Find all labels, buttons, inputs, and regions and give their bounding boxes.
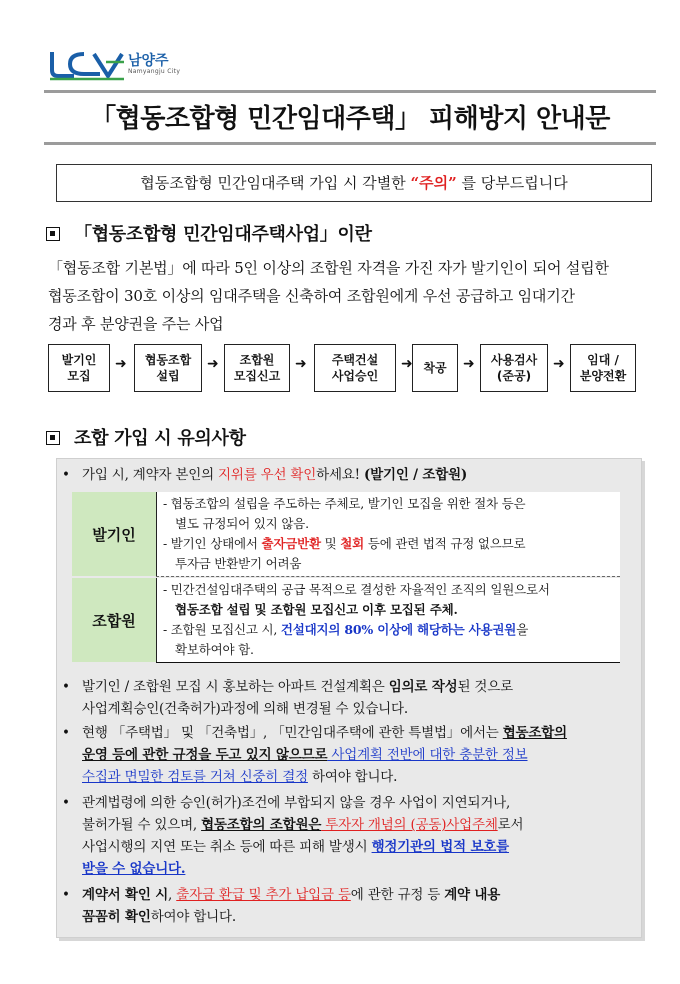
flow-arrow-icon: ➜: [463, 356, 475, 372]
founder-desc-l2: 별도 규정되어 있지 않음.: [175, 516, 309, 531]
flow-arrow-icon: ➜: [207, 356, 219, 372]
founder-desc-l4: 투자금 반환받기 어려움: [175, 556, 302, 571]
b1-mid: 하세요!: [316, 467, 364, 483]
flow-step-1-line1: 발기인: [61, 353, 97, 367]
founder-desc-l3-red1: 출자금반환: [261, 536, 321, 551]
b5-l2-bold: 꼼꼼히 확인: [82, 909, 151, 925]
b2-line2: 사업계획승인(건축허가)과정에 의해 변경될 수 있습니다.: [82, 701, 408, 717]
flow-step-4-line2: 사업승인: [331, 369, 379, 383]
flow-step-construction: [412, 344, 458, 392]
b5-l2-post: 하여야 합니다.: [150, 909, 236, 925]
page-title: 「협동조합형 민간임대주택」 피해방지 안내문: [90, 104, 610, 134]
b3-blue2: 수집과 면밀한 검토를 거쳐 신중히 결정: [82, 769, 308, 785]
b4-l3-pre: 사업시행의 지연 또는 취소 등에 따른 피해 발생시: [82, 839, 372, 855]
b5-mid: ,: [168, 887, 177, 903]
flow-step-7-line2: 분양전환: [579, 369, 627, 383]
flow-arrow-icon: ➜: [295, 356, 307, 372]
member-desc-l3-post: 을: [516, 622, 529, 637]
flow-step-3-line2: 모집신고: [233, 369, 281, 383]
section1-line-1: 「협동조합 기본법」에 따라 5인 이상의 조합원 자격을 가진 자가 발기인이 되어 설립한: [48, 259, 609, 277]
b1-red: 지위를 우선 확인: [218, 467, 317, 483]
section1-heading-text: 「협동조합형 민간임대주택사업」이란: [74, 224, 372, 245]
b4-l2-pre: 불허가될 수 있으며,: [82, 817, 202, 833]
flow-step-inspection: [480, 344, 548, 392]
flow-arrow-icon: ➜: [401, 356, 413, 372]
member-desc-l2: 협동조합 설립 및 조합원 모집신고 이후 모집된 주체.: [175, 602, 458, 617]
flow-arrow-icon: ➜: [115, 356, 127, 372]
table-bottom-line: [156, 662, 620, 663]
flow-step-4-line1: 주택건설: [331, 353, 379, 367]
flow-step-2-line2: 설립: [156, 369, 180, 383]
b4-l3-blue: 행정기관의 법적 보호를: [371, 839, 509, 855]
flow-step-3-line1: 조합원: [239, 353, 275, 367]
flow-step-1-line2: 모집: [67, 369, 91, 383]
member-desc-l4: 확보하여야 함.: [175, 642, 254, 657]
bullet-dot: •: [62, 795, 70, 811]
b5-post: 에 관한 규정 등: [350, 887, 445, 903]
b1-bold: (발기인 / 조합원): [363, 467, 468, 483]
bullet-dot: •: [62, 725, 70, 741]
logo-city-name: 남양주: [128, 53, 169, 69]
section1-line-2: 협동조합이 30호 이상의 임대주택을 신축하여 조합원에게 우선 공급하고 임대기간: [48, 287, 575, 305]
section1-heading: [46, 220, 372, 246]
b3-pre: 현행 「주택법」 및 「건축법」, 「민간임대주택에 관한 특별법」에서는: [82, 725, 503, 741]
notice-warning: “주의”: [410, 174, 457, 192]
founder-desc-l3-post: 등에 관련 법적 규정 없으므로: [364, 536, 526, 551]
b3-post: 하여야 합니다.: [307, 769, 398, 785]
title-rule-top: [44, 90, 656, 93]
notice-text-pre: 협동조합형 민간임대주택 가입 시 각별한: [140, 174, 411, 192]
member-label: 조합원: [72, 578, 156, 662]
flow-arrow-icon: ➜: [553, 356, 565, 372]
section2-heading: [46, 424, 246, 450]
b4-l2-post: 로서: [497, 817, 524, 833]
notice-box: [56, 164, 652, 202]
b3-bold2: 운영 등에 관한 규정을 두고 있지 않으므로: [82, 747, 328, 763]
bullet-dot: •: [62, 467, 70, 483]
bullet-dot: •: [62, 679, 70, 695]
caution-bullet-1: [62, 464, 636, 486]
founder-desc-l3-pre: - 발기인 상태에서: [163, 536, 262, 551]
flow-step-6-line2: (준공): [496, 369, 532, 383]
status-table: [72, 492, 620, 662]
member-desc-l3-blue: 건설대지의 80% 이상에 해당하는 사용권원: [280, 622, 517, 637]
b2-bold: 임의로 작성: [388, 679, 458, 695]
member-desc-l1: - 민간건설임대주택의 공급 목적으로 결성한 자율적인 조직의 일원으로서: [163, 582, 550, 597]
caution-bullet-4: [62, 792, 636, 880]
bullet-dot: •: [62, 887, 70, 903]
title-rule-bottom: [44, 142, 656, 145]
founder-label: 발기인: [72, 492, 156, 576]
notice-text-post: 를 당부드립니다: [456, 174, 568, 192]
b5-bold2: 계약 내용: [444, 887, 501, 903]
caution-bullet-5: [62, 884, 636, 928]
founder-desc-l3-mid: 및: [320, 536, 341, 551]
member-desc-l3-pre: - 조합원 모집신고 시,: [163, 622, 281, 637]
flow-step-founder-recruit: [48, 344, 110, 392]
flow-step-project-approval: [314, 344, 396, 392]
b4-line1: 관계법령에 의한 승인(허가)조건에 부합되지 않을 경우 사업이 지연되거나,: [82, 795, 511, 811]
flow-step-6-line1: 사용검사: [490, 353, 538, 367]
b1-pre: 가입 시, 계약자 본인의: [82, 467, 219, 483]
founder-desc: [156, 492, 620, 576]
flow-step-7-line1: 임대 /: [587, 353, 619, 367]
section2-heading-text: 조합 가입 시 유의사항: [74, 428, 246, 449]
flow-step-member-report: [224, 344, 290, 392]
b2-post: 된 것으로: [457, 679, 513, 695]
b3-bold1: 협동조합의: [502, 725, 567, 741]
b4-l4-blue: 받을 수 없습니다.: [82, 861, 186, 877]
caution-bullet-3: [62, 722, 636, 788]
caution-bullet-2: [62, 676, 636, 720]
b4-l2-bold: 협동조합의 조합원은: [201, 817, 322, 833]
flow-step-5-line1: 착공: [423, 361, 447, 375]
b3-blue1: 사업계획 전반에 대한 충분한 정보: [327, 747, 528, 763]
member-desc: [156, 578, 620, 662]
founder-desc-l3-red2: 철회: [340, 536, 365, 551]
square-bullet-icon: [46, 227, 60, 241]
flow-step-coop-establish: [134, 344, 202, 392]
section1-line-3: 경과 후 분양권을 주는 사업: [48, 315, 224, 333]
flow-step-2-line1: 협동조합: [144, 353, 192, 367]
b4-l2-red: 투자자 개념의 (공동)사업주체: [321, 817, 498, 833]
table-middle-dash: [156, 576, 620, 577]
founder-desc-l1: - 협동조합의 설립을 주도하는 주체로, 발기인 모집을 위한 절차 등은: [163, 496, 526, 511]
b5-bold1: 계약서 확인 시: [82, 887, 169, 903]
b2-pre: 발기인 / 조합원 모집 시 홍보하는 아파트 건설계획은: [82, 679, 389, 695]
b5-red: 출자금 환급 및 추가 납입금 등: [176, 887, 351, 903]
square-bullet-icon: [46, 431, 60, 445]
logo-subtitle: Namyangju City: [128, 68, 181, 75]
flow-step-rent-sale: [570, 344, 636, 392]
